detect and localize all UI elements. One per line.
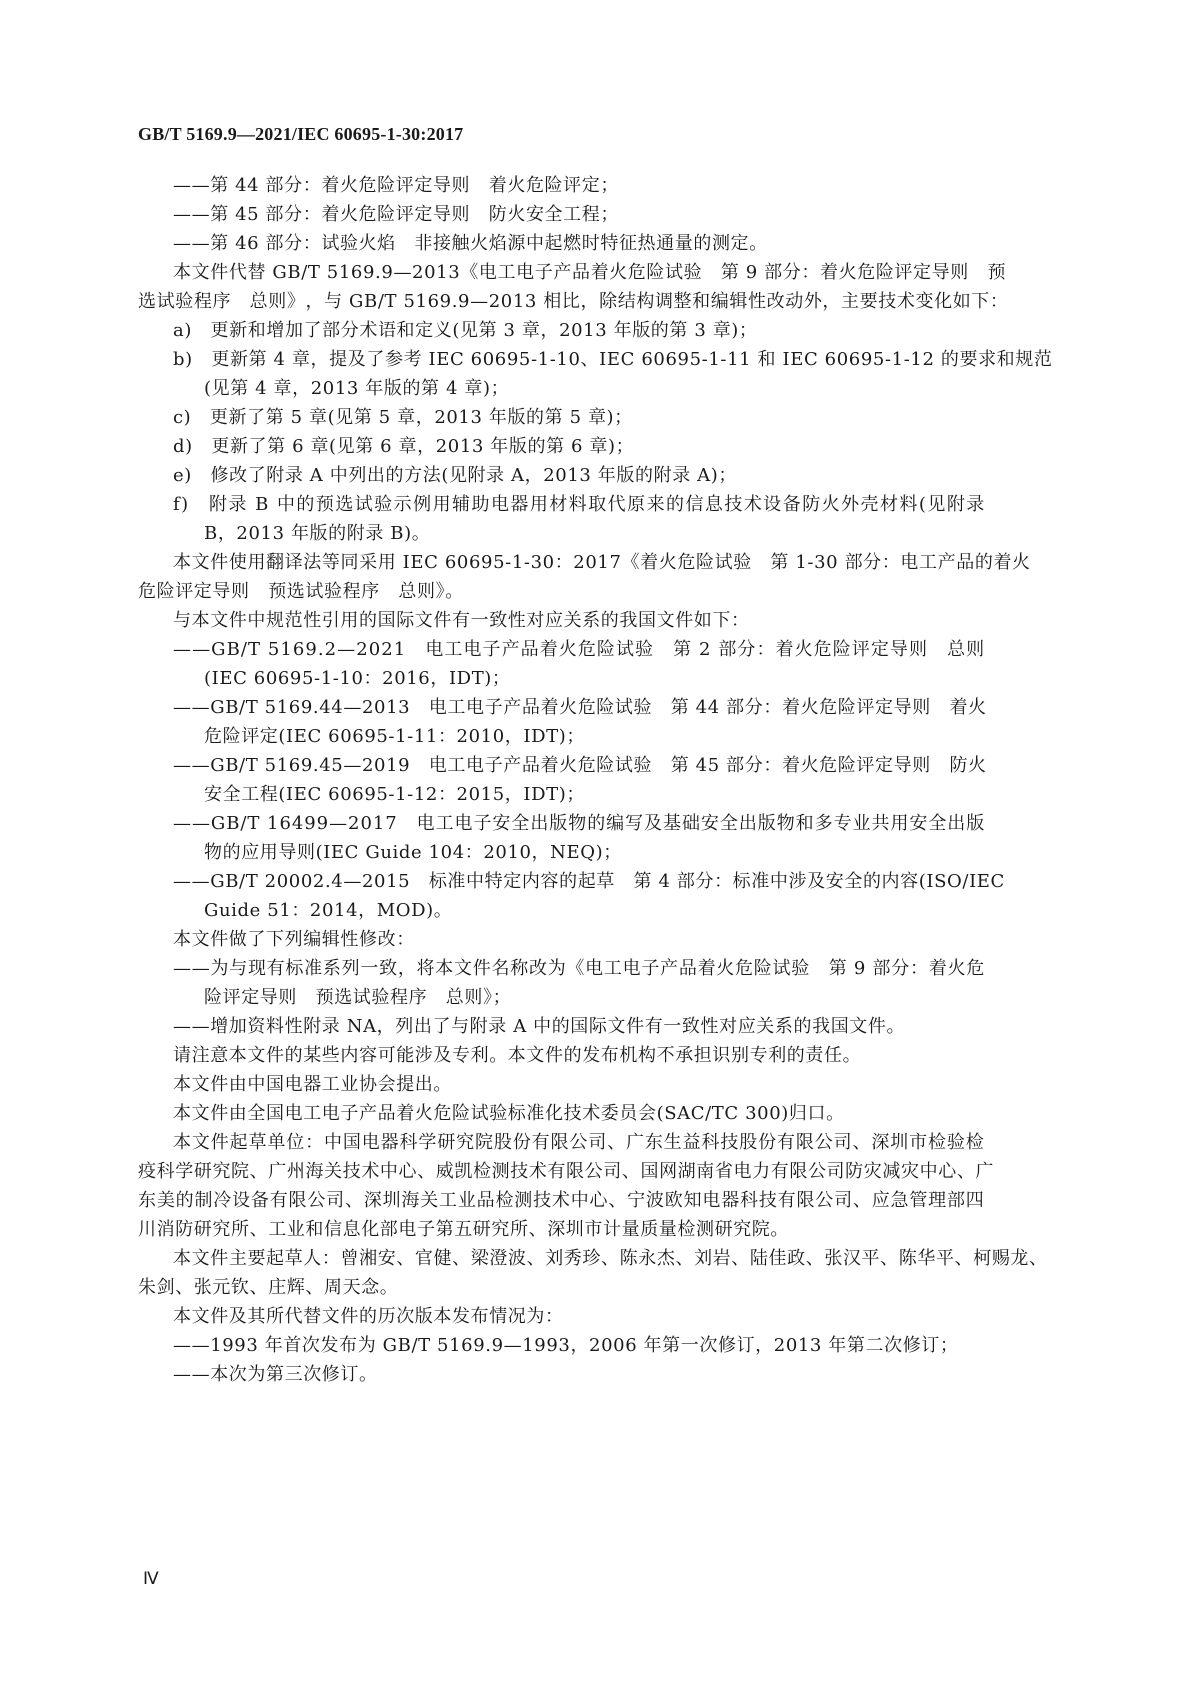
text-line: 疫 科 学 研 究 院 、 广 州 海 关 技 术 中 心 、 威 凯 检 测 技 术 有 限 公 司 、 国 网 湖 南 省 电 力 有 限 公 司 防 灾 减 灾 中 心 、 广 <box>138 1161 995 1182</box>
text-line: 危险评定导则 预选试验程序 总则》。 <box>138 581 464 602</box>
reference-item: — — G B / T 2 0 0 0 2 . 4 — 2 0 1 5 标 准 中 特 定 内 容 的 起 草 第 4 部 分 ： 标 准 中 涉 及 安 全 的 内 容 ( I S O / I E C <box>173 871 1005 892</box>
text-line: 请注意本文件的某些内容可能涉及专利。本文件的发布机构不承担识别专利的责任。 <box>173 1045 862 1066</box>
list-item: a) 更新和增加了部分术语和定义(见第 3 章，2013 年版的第 3 章)； <box>173 320 758 341</box>
reference-item: — — G B / T 1 6 4 9 9 — 2 0 1 7 电 工 电 子 安 全 出 版 物 的 编 写 及 基 础 安 全 出 版 物 和 多 专 业 共 用 安 全 出 版 <box>173 813 985 834</box>
reference-item-continuation: 危险评定(IEC 60695-1-11：2010，IDT)； <box>204 726 585 747</box>
page-number: Ⅳ <box>143 1569 159 1588</box>
reference-item: — — G B / T 5 1 6 9 . 4 5 — 2 0 1 9 电 工 电 子 产 品 着 火 危 险 试 验 第 4 5 部 分 ： 着 火 危 险 评 定 导 则 防 火 <box>173 755 987 776</box>
history-item: ——1993 年首次发布为 GB/T 5169.9—1993，2006 年第一次修订，2013 年第二次修订； <box>173 1335 959 1356</box>
reference-item-continuation: Guide 51：2014，MOD)。 <box>204 900 453 921</box>
edit-item: ——增加资料性附录 NA，列出了与附录 A 中的国际文件有一致性对应关系的我国文件。 <box>173 1016 906 1037</box>
list-item: e) 修改了附录 A 中列出的方法(见附录 A，2013 年版的附录 A)； <box>173 465 737 486</box>
reference-item-continuation: 物的应用导则(IEC Guide 104：2010，NEQ)； <box>204 842 622 863</box>
text-line: ——第 45 部分：着火危险评定导则 防火安全工程； <box>173 204 619 225</box>
text-line: 本文件由全国电工电子产品着火危险试验标准化技术委员会(SAC/TC 300)归口。 <box>173 1103 845 1124</box>
reference-item: — — G B / T 5 1 6 9 . 4 4 — 2 0 1 3 电 工 电 子 产 品 着 火 危 险 试 验 第 4 4 部 分 ： 着 火 危 险 评 定 导 则 着 火 <box>173 697 987 718</box>
text-line: 本文件及其所代替文件的历次版本发布情况为： <box>173 1306 564 1327</box>
edit-item-continuation: 险评定导则 预选试验程序 总则》； <box>204 987 512 1008</box>
text-line: 选 试 验 程 序 总 则 》 ， 与 G B / T 5 1 6 9 . 9 — 2 0 1 3 相 比 ， 除 结 构 调 整 和 编 辑 性 改 动 外 ， 主 要 技 术 变 化 如 下 ： <box>138 291 1009 312</box>
edit-item: — — 为 与 现 有 标 准 系 列 一 致 ， 将 本 文 件 名 称 改 为 《 电 工 电 子 产 品 着 火 危 险 试 验 第 9 部 分 ： 着 火 危 <box>173 958 985 979</box>
text-line: 本文件做了下列编辑性修改： <box>173 929 415 950</box>
list-item: f ) 附 录 B 中 的 预 选 试 验 示 例 用 辅 助 电 器 用 材 料 取 代 原 来 的 信 息 技 术 设 备 防 火 外 壳 材 料 ( 见 附 录 <box>173 494 985 515</box>
text-line: 本 文 件 使 用 翻 译 法 等 同 采 用 I E C 6 0 6 9 5 - 1 - 3 0 ： 2 0 1 7 《 着 火 危 险 试 验 第 1 - 3 0 部 分 ： 电 工 产 品 的 着 火 <box>173 552 1031 573</box>
list-item-continuation: (见第 4 章，2013 年版的第 4 章)； <box>204 378 510 399</box>
text-line: 本 文 件 起 草 单 位 ： 中 国 电 器 科 学 研 究 院 股 份 有 限 公 司 、 广 东 生 益 科 技 股 份 有 限 公 司 、 深 圳 市 检 验 检 <box>173 1132 985 1153</box>
history-item: ——本次为第三次修订。 <box>173 1364 378 1385</box>
text-line: 本 文 件 代 替 G B / T 5 1 6 9 . 9 — 2 0 1 3 《 电 工 电 子 产 品 着 火 危 险 试 验 第 9 部 分 ： 着 火 危 险 评 定 导 则 预 <box>173 262 1007 283</box>
list-item: d) 更新了第 6 章(见第 6 章，2013 年版的第 6 章)； <box>173 436 635 457</box>
text-line: ——第 46 部分：试验火焰 非接触火焰源中起燃时特征热通量的测定。 <box>173 233 768 254</box>
text-line: 东 美 的 制 冷 设 备 有 限 公 司 、 深 圳 海 关 工 业 品 检 测 技 术 中 心 、 宁 波 欧 知 电 器 科 技 有 限 公 司 、 应 急 管 理 部 四 <box>138 1190 985 1211</box>
reference-item: — — G B / T 5 1 6 9 . 2 — 2 0 2 1 电 工 电 子 产 品 着 火 危 险 试 验 第 2 部 分 ： 着 火 危 险 评 定 导 则 总 则 <box>173 639 985 660</box>
text-line: 与本文件中规范性引用的国际文件有一致性对应关系的我国文件如下： <box>173 610 750 631</box>
reference-item-continuation: (IEC 60695-1-10：2016，IDT)； <box>204 668 511 689</box>
text-line: ——第 44 部分：着火危险评定导则 着火危险评定； <box>173 175 619 196</box>
list-item: b ) 更 新 第 4 章 ， 提 及 了 参 考 I E C 6 0 6 9 5 - 1 - 1 0 、 I E C 6 0 6 9 5 - 1 - 1 1 和 I E C 6 0 6 9 5 - 1 - 1 2 的 要 求 和 规 范 <box>173 349 1053 370</box>
standard-header: GB/T 5169.9—2021/IEC 60695-1-30:2017 <box>138 124 464 144</box>
list-item-continuation: B，2013 年版的附录 B)。 <box>204 523 431 544</box>
text-line: 本 文 件 主 要 起 草 人 ： 曾 湘 安 、 官 健 、 梁 澄 波 、 刘 秀 珍 、 陈 永 杰 、 刘 岩 、 陆 佳 政 、 张 汉 平 、 陈 华 平 、 柯 赐 龙 、 <box>173 1248 1048 1269</box>
text-line: 本文件由中国电器工业协会提出。 <box>173 1074 452 1095</box>
list-item: c) 更新了第 5 章(见第 5 章，2013 年版的第 5 章)； <box>173 407 633 428</box>
text-line: 朱剑、张元钦、庄辉、周天念。 <box>138 1277 399 1298</box>
text-line: 川消防研究所、工业和信息化部电子第五研究所、深圳市计量质量检测研究院。 <box>138 1219 789 1240</box>
reference-item-continuation: 安全工程(IEC 60695-1-12：2015，IDT)； <box>204 784 585 805</box>
